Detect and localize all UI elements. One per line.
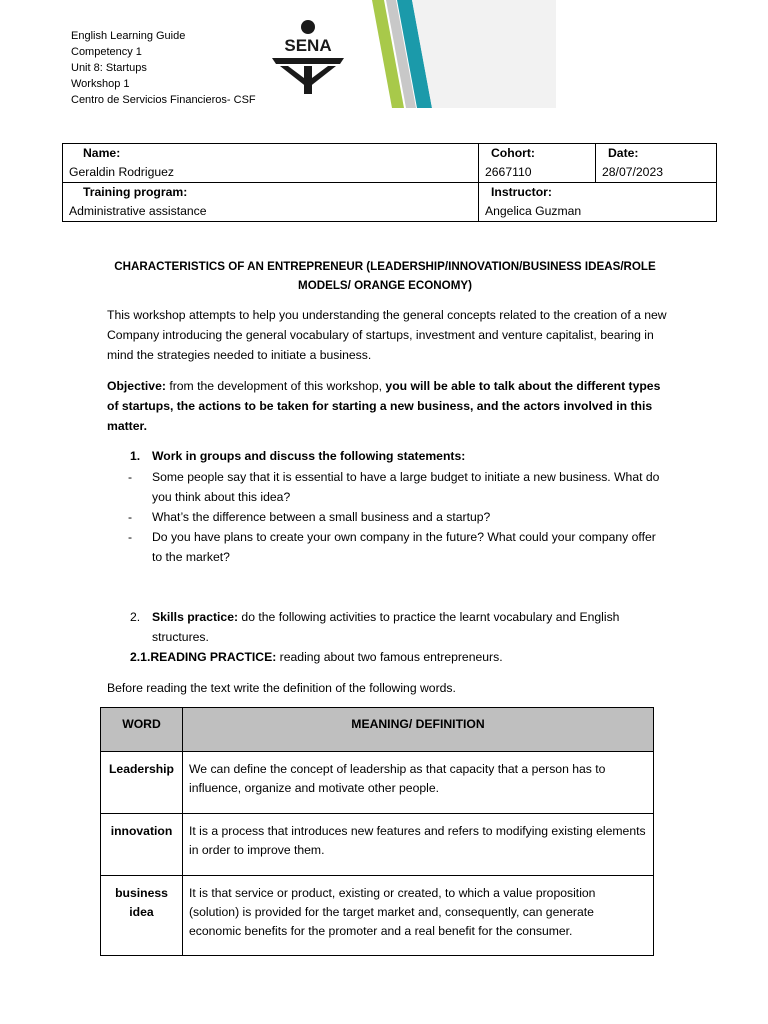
objective-rest: you will be able to talk about the different types of startups, the actions to be taken for starting a new business, and the actors involved in this matter. — [107, 379, 661, 433]
word-cell: Leadership — [101, 752, 183, 814]
name-label: Name: — [83, 146, 121, 160]
list-item-text: What’s the difference between a small business and a startup? — [152, 510, 491, 524]
title-line-1: CHARACTERISTICS OF AN ENTREPRENEUR (LEADERSHIP/INNOVATION/BUSINESS IDEAS/ROLE — [114, 260, 656, 273]
header-line: English Learning Guide — [71, 30, 186, 42]
word-cell: innovation — [101, 814, 183, 876]
name-cell — [63, 144, 479, 183]
question-2-1-label: READING PRACTICE: — [150, 650, 277, 664]
program-label: Training program: — [83, 185, 188, 199]
date-value: 28/07/2023 — [602, 165, 663, 179]
header-line: Centro de Servicios Financieros- CSF — [71, 94, 256, 106]
objective-label: Objective: — [107, 379, 166, 393]
list-item — [128, 527, 668, 567]
instructor-cell — [479, 183, 717, 222]
date-label: Date: — [608, 146, 639, 160]
dash-bullet: - — [128, 530, 133, 544]
table-row — [101, 876, 654, 956]
dash-bullet: - — [128, 510, 133, 524]
title-line-2: MODELS/ ORANGE ECONOMY) — [298, 279, 472, 292]
program-cell — [63, 183, 479, 222]
meaning-cell: It is that service or product, existing or created, to which a value proposition (solution) is provided for the target market and, consequently, can generate economic benefits for the promoter and a real benefit for the consumer. — [183, 876, 654, 956]
question-2-1-number: 2.1. — [130, 650, 151, 664]
column-header-meaning: MEANING/ DEFINITION — [183, 708, 654, 752]
header-line: Workshop 1 — [71, 78, 130, 90]
cohort-cell — [479, 144, 596, 183]
header-line: Unit 8: Startups — [71, 62, 147, 74]
instructor-label: Instructor: — [491, 185, 552, 199]
decorative-stripes — [370, 0, 556, 108]
question-2 — [130, 607, 670, 647]
objective-middle: from the development of this workshop, — [165, 379, 386, 393]
question-2-1 — [130, 647, 670, 667]
name-value: Geraldin Rodriguez — [69, 165, 175, 179]
list-item — [128, 467, 668, 507]
before-reading-instruction: Before reading the text write the definition of the following words. — [107, 681, 456, 695]
table-row — [101, 752, 654, 814]
cohort-value: 2667110 — [485, 165, 532, 179]
statements-list — [128, 467, 668, 567]
intro-paragraph: This workshop attempts to help you understanding the general concepts related to the creation of a new Company introducing the general vocabulary of startups, investment and venture capitalist, bearing in mind the strategies needed to initiate a business. — [107, 308, 667, 362]
student-info-table — [62, 143, 717, 222]
question-2-number: 2. — [130, 610, 141, 624]
sena-logo — [268, 18, 348, 94]
question-2-text: do the following activities to practice the learnt vocabulary and English structures. — [152, 610, 620, 644]
question-2-1-text: reading about two famous entrepreneurs. — [276, 650, 503, 664]
question-1-text: Work in groups and discuss the following statements: — [152, 449, 466, 463]
word-cell: business idea — [101, 876, 183, 956]
document-header — [71, 28, 256, 108]
table-row — [101, 814, 654, 876]
question-1 — [130, 446, 670, 466]
column-header-word: WORD — [101, 708, 183, 752]
program-value: Administrative assistance — [69, 204, 207, 218]
list-item-text: Do you have plans to create your own company in the future? What could your company offer to the market? — [152, 530, 656, 564]
header-line: Competency 1 — [71, 46, 142, 58]
question-2-label: Skills practice: — [152, 610, 239, 624]
meaning-cell: We can define the concept of leadership as that capacity that a person has to influence, organize and motivate other people. — [183, 752, 654, 814]
objective-paragraph — [107, 376, 667, 436]
logo-text: SENA — [284, 36, 332, 55]
list-item — [128, 507, 668, 527]
list-item-text: Some people say that it is essential to have a large budget to initiate a new business. What do you think about this idea? — [152, 470, 660, 504]
meaning-cell: It is a process that introduces new features and refers to modifying existing elements in order to improve them. — [183, 814, 654, 876]
cohort-label: Cohort: — [491, 146, 535, 160]
page-title — [100, 257, 670, 295]
question-1-number: 1. — [130, 449, 141, 463]
vocabulary-table — [100, 707, 654, 956]
instructor-value: Angelica Guzman — [485, 204, 582, 218]
date-cell — [596, 144, 717, 183]
dash-bullet: - — [128, 470, 133, 484]
